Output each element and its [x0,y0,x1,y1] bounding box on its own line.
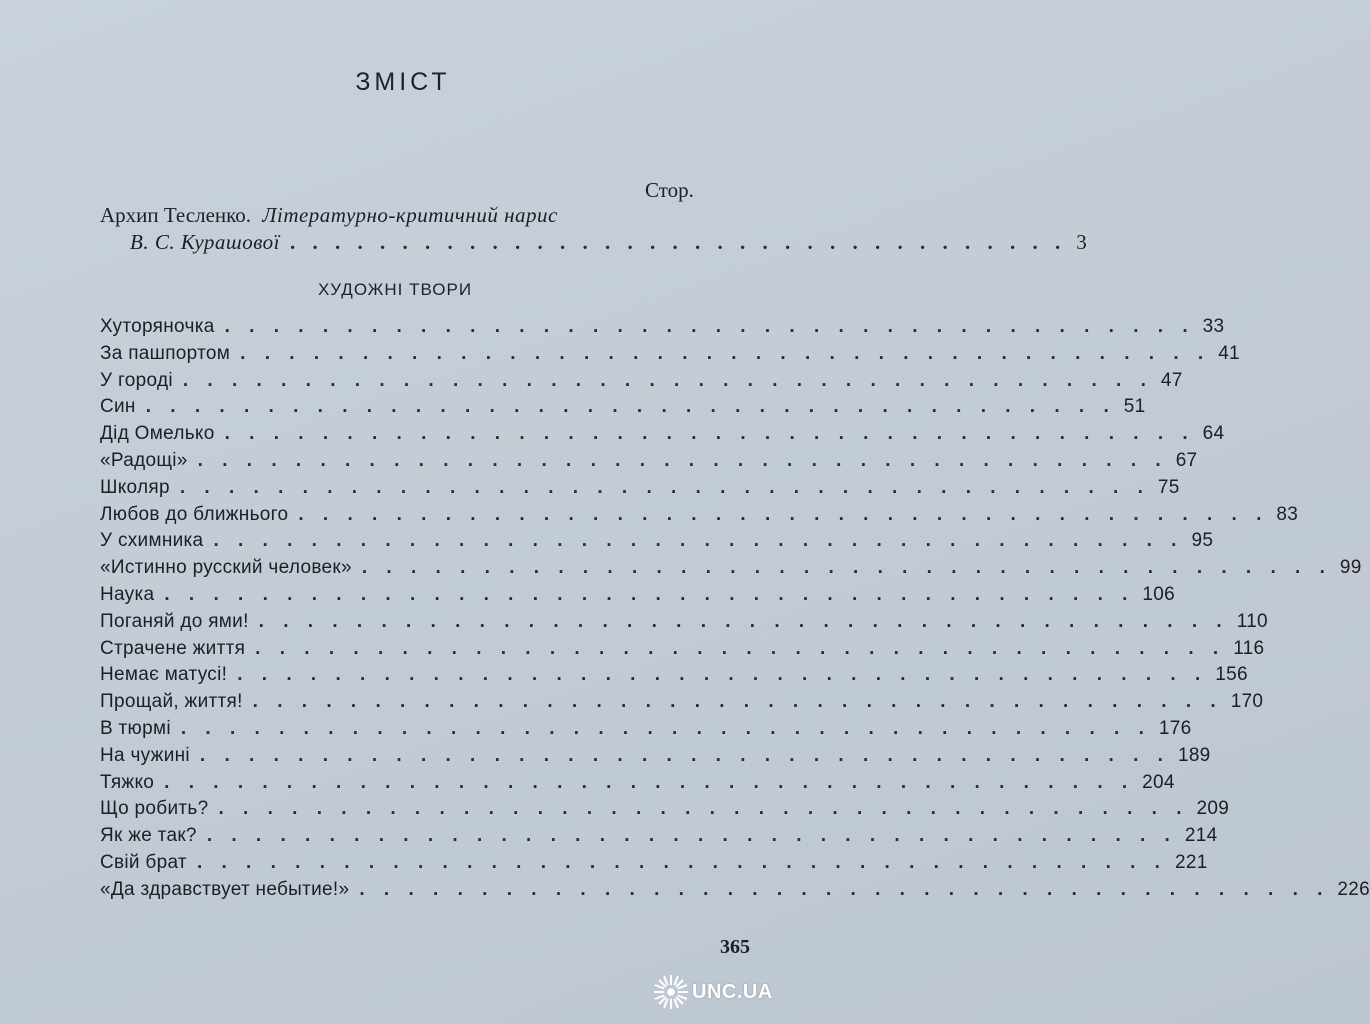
toc-entry-title: Що робить? [100,798,209,820]
toc-entry-title: За пашпортом [100,342,231,364]
list-item [100,610,1268,638]
page-column-header: Стор. [645,178,694,202]
list-item [100,851,1208,879]
toc-entry-page: 33 [1202,316,1225,337]
dot-leader: . . . . . . . . . . . . . . . . . . . . . . . . . . . . . . . . . . . [289,230,1067,254]
dot-leader: . . . . . . . . . . . . . . . . . . . . . . . . . . . . . . . . . . . . . . . . [179,476,1150,498]
toc-entry-title: Тяжко [100,771,155,793]
toc-entry-page: 170 [1230,691,1264,713]
list-item [100,423,1225,450]
toc-entry-page: 51 [1123,396,1146,418]
dot-leader: . . . . . . . . . . . . . . . . . . . . . . . . . . . . . . . . . . . . . . . . [255,637,1226,659]
intro-author: Архип Тесленко. [100,203,252,227]
list-item [100,825,1218,852]
list-item [100,664,1248,691]
toc-entry-title: Страчене життя [100,637,246,659]
toc-entry-title: «Да здравствует небытие!» [100,878,350,900]
toc-entry-page: 95 [1191,530,1214,552]
list-item [100,798,1230,825]
toc-entry-title: Хуторяночка [100,316,215,337]
toc-entry-title: Любов до ближнього [100,503,289,525]
toc-entry-title: Немає матусі! [100,664,228,686]
toc-entry-page: 110 [1236,610,1268,632]
toc-entry-page: 75 [1157,476,1180,498]
toc-entry-page: 83 [1276,503,1299,525]
toc-entry-page: 204 [1142,771,1175,793]
dot-leader: . . . . . . . . . . . . . . . . . . . . . . . . . . . . . . . . . . . . . . . . [218,798,1189,820]
list-item [100,476,1180,504]
watermark [652,968,773,1016]
toc-entry-title: Дід Омелько [100,423,215,445]
table-of-contents [100,316,1370,906]
dot-leader: . . . . . . . . . . . . . . . . . . . . . . . . . . . . . . . . . . . . . . . . [206,825,1177,847]
page-number: 365 [720,936,750,958]
toc-entry-title: Прощай, життя! [100,691,243,713]
toc-entry-page: 209 [1196,798,1230,820]
intro-line-1 [100,203,558,228]
list-item [100,503,1299,531]
dot-leader: . . . . . . . . . . . . . . . . . . . . . . . . . . . . . . . . . . . . . . . . [359,878,1330,900]
list-item [100,316,1225,343]
list-item [100,342,1240,370]
dot-leader: . . . . . . . . . . . . . . . . . . . . . . . . . . . . . . . . . . . . . . . . [237,664,1208,686]
dot-leader: . . . . . . . . . . . . . . . . . . . . . . . . . . . . . . . . . . . . . . . . [361,557,1332,579]
toc-entry-title: На чужині [100,744,190,766]
intro-byline: В. С. Курашової [130,230,280,254]
toc-entry-page: 41 [1218,342,1240,364]
dot-leader: . . . . . . . . . . . . . . . . . . . . . . . . . . . . . . . . . . . . . . . . [164,771,1135,793]
list-item [100,396,1146,423]
sun-burst-icon [652,973,690,1011]
intro-subtitle: Літературно-критичний нарис [262,203,558,227]
dot-leader: . . . . . . . . . . . . . . . . . . . . . . . . . . . . . . . . . . . . . . . . [213,530,1184,552]
toc-entry-title: В тюрмі [100,717,171,739]
toc-entry-title: «Истинно русский человек» [100,557,352,579]
toc-entry-title: У городі [100,369,173,391]
dot-leader: . . . . . . . . . . . . . . . . . . . . . . . . . . . . . . . . . . . . . . . . [145,396,1116,418]
toc-entry-page: 64 [1202,423,1225,445]
dot-leader: . . . . . . . . . . . . . . . . . . . . . . . . . . . . . . . . . . . . . . . . [197,449,1168,471]
list-item [100,449,1198,477]
toc-entry-title: Школяр [100,476,170,498]
toc-entry-page: 47 [1160,369,1183,391]
toc-entry-page: 106 [1142,583,1176,605]
toc-entry-page: 156 [1215,664,1248,686]
section-title: ХУДОЖНІ ТВОРИ [317,280,473,299]
toc-entry-page: 176 [1158,717,1192,739]
dot-leader: . . . . . . . . . . . . . . . . . . . . . . . . . . . . . . . . . . . . . . . . [240,342,1211,364]
toc-entry-page: 189 [1177,744,1211,766]
dot-leader: . . . . . . . . . . . . . . . . . . . . . . . . . . . . . . . . . . . . . . . . [298,503,1269,525]
list-item [100,744,1211,772]
dot-leader: . . . . . . . . . . . . . . . . . . . . . . . . . . . . . . . . . . . . . . . . [252,691,1223,713]
toc-entry-page: 221 [1174,851,1208,873]
list-item [100,583,1176,611]
toc-entry-title: У схимника [100,530,204,552]
dot-leader: . . . . . . . . . . . . . . . . . . . . . . . . . . . . . . . . . . . . . . . . [224,423,1195,445]
page-title: ЗМІСТ [355,68,451,96]
dot-leader: . . . . . . . . . . . . . . . . . . . . . . . . . . . . . . . . . . . . . . . . [199,744,1170,766]
intro-line-2 [130,230,1087,255]
intro-page-number: 3 [1076,230,1087,254]
toc-entry-title: Син [100,396,136,418]
toc-entry-title: «Радощі» [100,449,188,471]
list-item [100,530,1214,557]
toc-entry-page: 116 [1233,637,1265,659]
list-item [100,691,1264,718]
dot-leader: . . . . . . . . . . . . . . . . . . . . . . . . . . . . . . . . . . . . . . . . [258,610,1229,632]
toc-entry-page: 67 [1175,449,1198,471]
toc-entry-title: Свій брат [100,851,187,873]
toc-entry-page: 99 [1339,557,1362,579]
dot-leader: . . . . . . . . . . . . . . . . . . . . . . . . . . . . . . . . . . . . . . . . [180,717,1151,739]
toc-entry-page: 226 [1337,878,1370,900]
toc-entry-title: Поганяй до ями! [100,610,249,632]
list-item [100,878,1370,906]
dot-leader: . . . . . . . . . . . . . . . . . . . . . . . . . . . . . . . . . . . . . . . . [164,583,1135,605]
toc-entry-title: Як же так? [100,825,197,847]
dot-leader: . . . . . . . . . . . . . . . . . . . . . . . . . . . . . . . . . . . . . . . . [182,369,1153,391]
dot-leader: . . . . . . . . . . . . . . . . . . . . . . . . . . . . . . . . . . . . . . . . [224,316,1195,337]
dot-leader: . . . . . . . . . . . . . . . . . . . . . . . . . . . . . . . . . . . . . . . . [196,851,1167,873]
list-item [100,717,1192,745]
watermark-text: UNC.UA [692,980,773,1003]
toc-entry-title: Наука [100,583,155,605]
list-item [100,637,1265,665]
list-item [100,557,1362,584]
list-item [100,771,1175,799]
list-item [100,369,1183,397]
toc-entry-page: 214 [1184,825,1218,847]
